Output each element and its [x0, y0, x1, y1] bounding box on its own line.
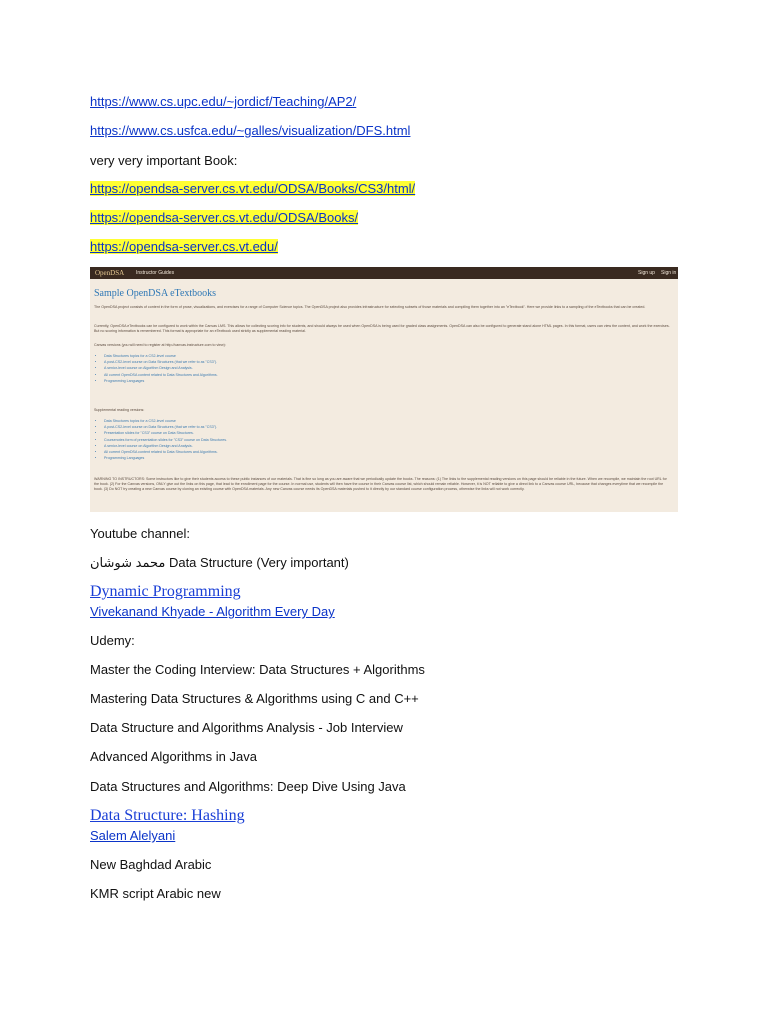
list-item: • Presentation slides for "CS3" course on Data Structures.	[104, 430, 227, 436]
supp-list	[94, 418, 227, 461]
link-opendsa-books[interactable]: https://opendsa-server.cs.vt.edu/ODSA/Books/	[90, 210, 359, 225]
link-upc[interactable]: https://www.cs.upc.edu/~jordicf/Teaching/AP2/	[90, 94, 357, 109]
opendsa-logo: OpenDSA	[95, 269, 125, 277]
sign-in-link: Sign in	[661, 270, 677, 276]
udemy-course: Data Structures and Algorithms: Deep Dive Using Java	[90, 779, 406, 794]
canvas-label: Canvas versions (you will need to register at http://canvas.instructure.com to view):	[94, 343, 226, 347]
list-item: • Programming Languages	[104, 455, 227, 461]
link-opendsa-server[interactable]: https://opendsa-server.cs.vt.edu/	[90, 239, 278, 254]
hashing-title-link[interactable]: Data Structure: Hashing	[90, 807, 245, 824]
udemy-course: Advanced Algorithms in Java	[90, 749, 257, 764]
opendsa-screenshot	[90, 267, 678, 512]
sign-up-link: Sign up	[638, 270, 655, 276]
canvas-list	[94, 353, 218, 384]
opendsa-currently: Currently, OpenDSA eTextbooks can be configured to work within the Canvas LMS. This allows for collecting scoring info for students, and should always be used when OpenDSA is being used for graded class assignments. OpenDSA can also be configured to generate stand alone HTML pages. In this format, users can view the content, and work the exercises. But no scoring information is remembered. This format is appropriate for an eTextbook used strictly as supplemental reading material.	[94, 324, 670, 333]
book-label: very very important Book:	[90, 153, 238, 168]
udemy-label: Udemy:	[90, 633, 135, 648]
dp-title-link[interactable]: Dynamic Programming	[90, 583, 241, 600]
supp-label: Supplemental reading versions:	[94, 408, 145, 412]
youtube-label: Youtube channel:	[90, 526, 191, 541]
dp-channel-link[interactable]: Vivekanand Khyade - Algorithm Every Day	[90, 604, 335, 619]
opendsa-navbar	[90, 267, 678, 279]
link-opendsa-cs3[interactable]: https://opendsa-server.cs.vt.edu/ODSA/Books/CS3/html/	[90, 181, 416, 196]
list-item: • A post-CS2-level course on Data Structures (that we refer to as "CS3").	[104, 359, 218, 365]
list-item: • All current OpenDSA content related to Data Structures and Algorithms.	[104, 449, 227, 455]
link-usfca[interactable]: https://www.cs.usfca.edu/~galles/visualization/DFS.html	[90, 123, 411, 138]
list-item: • A senior-level course on Algorithm Design and Analysis.	[104, 365, 218, 371]
list-item: • A senior-level course on Algorithm Design and Analysis.	[104, 443, 227, 449]
udemy-course: Mastering Data Structures & Algorithms using C and C++	[90, 691, 419, 706]
font-name: New Baghdad Arabic	[90, 857, 212, 872]
list-item: • A post-CS2-level course on Data Structures (that we refer to as "CS3").	[104, 424, 227, 430]
font-name: KMR script Arabic new	[90, 886, 221, 901]
udemy-course: Master the Coding Interview: Data Structures + Algorithms	[90, 662, 425, 677]
instructor-warning: WARNING TO INSTRUCTORS: Some instructors like to give their students access to these public instances of our materials. That is fine so long as you are aware that we periodically update the books. The reasons: (1) The links to the supplemental reading versions on this page should be reliable in the future. When we recompile, we maintain the root URL for the book. (2) For the Canvas versions, ONLY give out the links on this page, that lead to the enrollment page for the course. In normal use, students will then have the course in their Canvas course list, which should remain reliable. However, it is NOT reliable to give a direct link to a Canvas course URL, because that changes everytime that we recompile the book. (3) Do NOT try creating a new Canvas course by cloning an existing course with OpenDSA materials. Any new Canvas course needs its OpenDSA materials pushed to it directly by our standard course configuration process, otherwise the links will not work correctly.	[94, 477, 667, 491]
opendsa-title: Sample OpenDSA eTextbooks	[94, 288, 217, 299]
instructor-guides-link: Instructor Guides	[136, 270, 175, 276]
list-item: • Programming Languages	[104, 378, 218, 384]
list-item: • Data Structures topics for a CS2-level course	[104, 353, 218, 359]
youtube-arabic-name: محمد شوشان	[90, 555, 166, 570]
youtube-ds: Data Structure (Very important)	[168, 555, 349, 570]
opendsa-intro: The OpenDSA project consists of content in the form of prose, visualizations, and exercises for a range of Computer Science topics. The OpenDSA project also provides infrastructure for selecting subsets of those materials and compiling them together into an "eTextbook". Here we provide links to a sampling of the eTextbooks that can be created.	[94, 305, 646, 309]
list-item: • Coursenotes form of presentation slides for "CS3" course on Data Structures.	[104, 437, 227, 443]
list-item: • Data Structures topics for a CS2-level course	[104, 418, 227, 424]
youtube-channel	[90, 555, 349, 571]
list-item: • All current OpenDSA content related to Data Structures and Algorithms.	[104, 372, 218, 378]
hashing-channel-link[interactable]: Salem Alelyani	[90, 828, 176, 843]
udemy-course: Data Structure and Algorithms Analysis - Job Interview	[90, 720, 403, 735]
